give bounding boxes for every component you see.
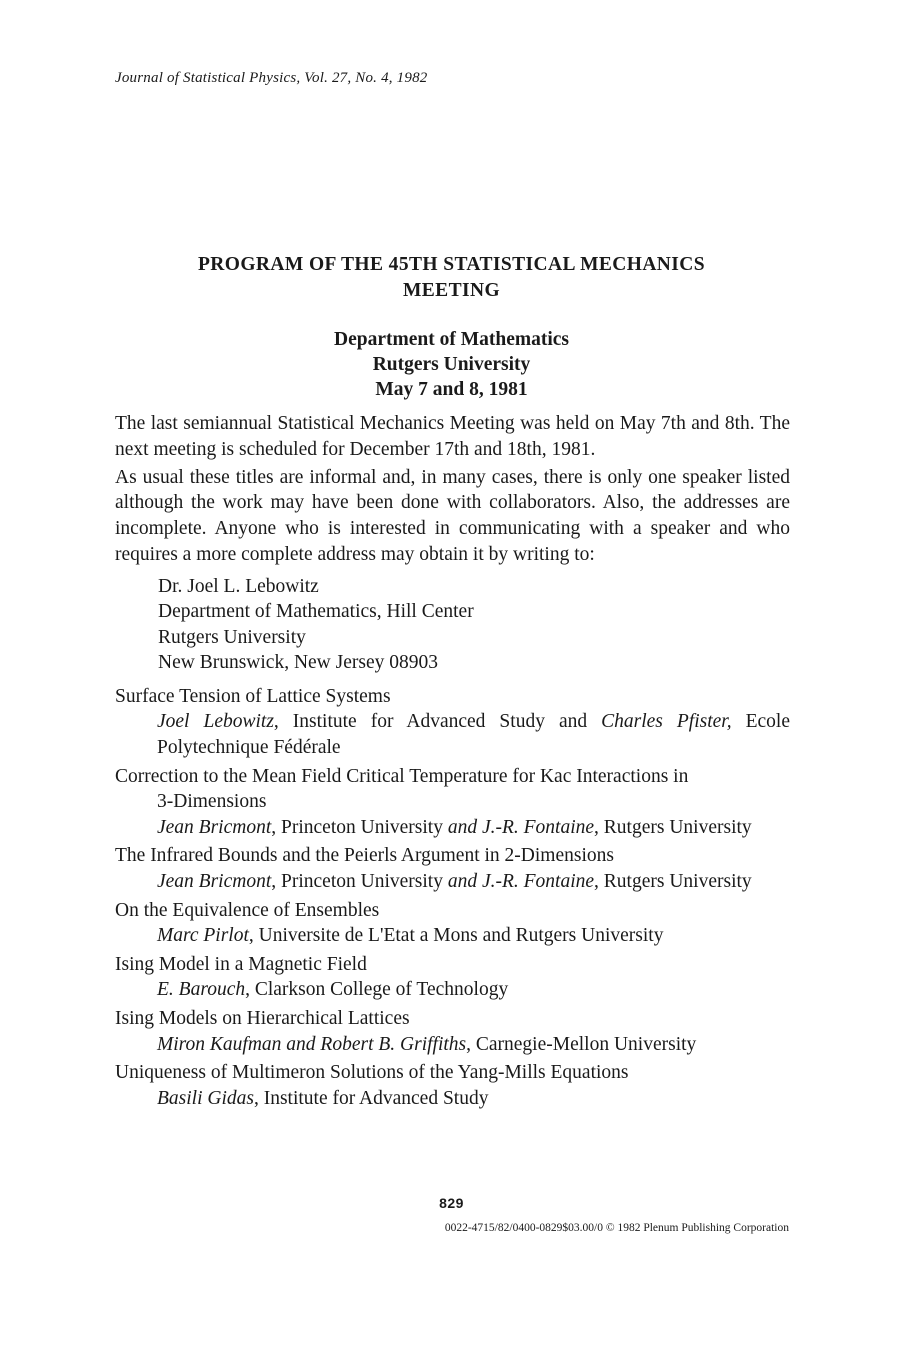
- talk-title: On the Equivalence of Ensembles: [115, 899, 380, 921]
- article-title-line-2: MEETING: [402, 280, 501, 301]
- intro-paragraph-2: As usual these titles are informal and, in many cases, there is only one speaker listed although the work may have been done with collaborators. Also, the addresses are incomplete. Anyone who is interested in communicating with a speaker and who requires a more complete address may obtain it by writing to:: [115, 466, 790, 565]
- speaker-name: Joel Lebowitz: [157, 711, 274, 733]
- speaker-affiliation: , Rutgers University: [594, 870, 752, 892]
- speaker-name: and J.-R. Fontaine: [447, 870, 595, 892]
- speaker-affiliation: , Institute for Advanced Study and: [273, 711, 602, 733]
- talk-entry: [115, 1006, 790, 1057]
- speaker-name: E. Barouch: [157, 979, 246, 1001]
- copyright-imprint: 0022-4715/82/0400-0829$03.00/0 © 1982 Plenum Publishing Corporation: [444, 1222, 789, 1234]
- speaker-affiliation: , Clarkson College of Technology: [245, 979, 509, 1001]
- speaker-affiliation: , Princeton University: [271, 816, 448, 838]
- talk-title: Uniqueness of Multimeron Solutions of the Yang-Mills Equations: [115, 1062, 629, 1084]
- speaker-affiliation: , Rutgers University: [594, 816, 752, 838]
- talk-speakers: [115, 1086, 790, 1112]
- running-head: Journal of Statistical Physics, Vol. 27, No. 4, 1982: [115, 70, 428, 86]
- address-line: Dr. Joel L. Lebowitz: [158, 575, 319, 597]
- speaker-name: and J.-R. Fontaine: [447, 816, 595, 838]
- contact-address: [158, 574, 790, 676]
- talk-entry: [115, 843, 790, 894]
- talk-speakers: [115, 815, 790, 841]
- speaker-affiliation: , Universite de L'Etat a Mons and Rutgers University: [248, 925, 664, 947]
- talk-speakers: [115, 709, 790, 760]
- talk-speakers: [115, 977, 790, 1003]
- article-body: [115, 411, 790, 1114]
- speaker-name: Charles Pfister,: [601, 711, 732, 733]
- speaker-name: Marc Pirlot: [157, 925, 249, 947]
- meeting-department: Department of Mathematics: [333, 329, 569, 350]
- talk-title: Ising Model in a Magnetic Field: [115, 953, 367, 975]
- page-number: 829: [439, 1195, 464, 1211]
- meeting-university: Rutgers University: [372, 354, 531, 375]
- meeting-dates: May 7 and 8, 1981: [375, 379, 528, 400]
- meeting-info: [115, 327, 788, 402]
- talk-title: Ising Models on Hierarchical Lattices: [115, 1007, 410, 1029]
- address-line: New Brunswick, New Jersey 08903: [158, 652, 438, 674]
- speaker-name: Miron Kaufman and Robert B. Griffiths: [157, 1033, 467, 1055]
- speaker-name: Jean Bricmont: [157, 870, 272, 892]
- talk-title: Correction to the Mean Field Critical Temperature for Kac Interactions in 3-Dimensions: [115, 764, 790, 815]
- talk-title: Surface Tension of Lattice Systems: [115, 685, 391, 707]
- talk-entry: [115, 898, 790, 949]
- speaker-affiliation: , Carnegie-Mellon University: [466, 1033, 697, 1055]
- talk-entry: [115, 952, 790, 1003]
- talk-list: [115, 684, 790, 1112]
- talk-entry: [115, 1060, 790, 1111]
- talk-speakers: [115, 869, 790, 895]
- talk-title: The Infrared Bounds and the Peierls Argument in 2-Dimensions: [115, 845, 614, 867]
- speaker-affiliation: Ecole Polytechnique Fédérale: [157, 711, 791, 758]
- talk-speakers: [115, 1032, 790, 1058]
- article-title-line-1: PROGRAM OF THE 45TH STATISTICAL MECHANICS: [197, 254, 706, 275]
- speaker-name: Basili Gidas: [157, 1087, 254, 1109]
- article-title: [115, 252, 788, 304]
- talk-title-continuation: 3-Dimensions: [157, 791, 267, 813]
- talk-entry: [115, 764, 790, 841]
- address-line: Department of Mathematics, Hill Center: [158, 601, 474, 623]
- speaker-affiliation: , Institute for Advanced Study: [253, 1087, 489, 1109]
- talk-speakers: [115, 923, 790, 949]
- speaker-name: Jean Bricmont: [157, 816, 272, 838]
- intro-paragraph-1: The last semiannual Statistical Mechanics Meeting was held on May 7th and 8th. The next meeting is scheduled for December 17th and 18th, 1981.: [115, 413, 790, 460]
- speaker-affiliation: , Princeton University: [271, 870, 448, 892]
- talk-entry: [115, 684, 790, 761]
- address-line: Rutgers University: [158, 626, 306, 648]
